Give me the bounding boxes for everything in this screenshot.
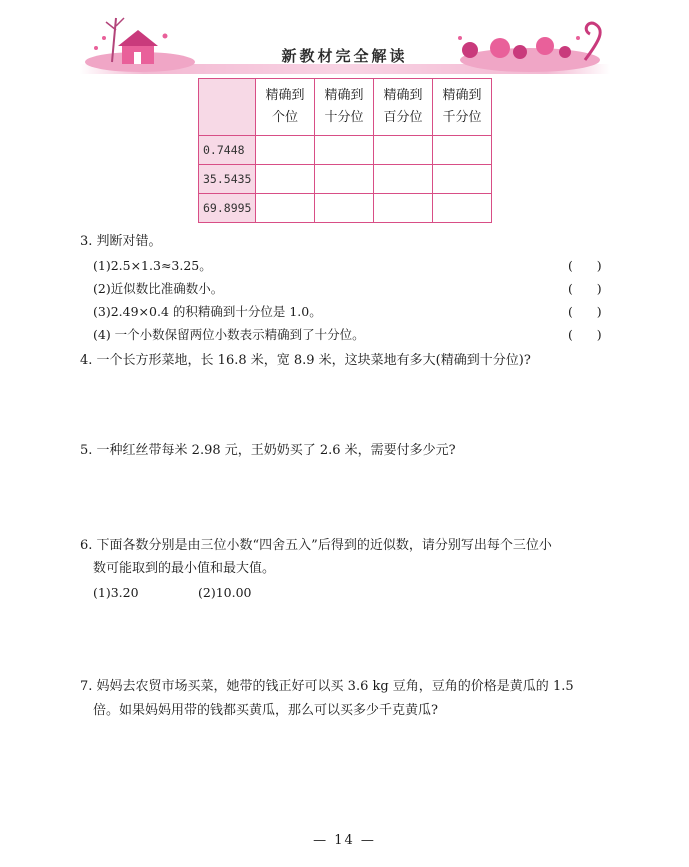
- question-6-line-2: 数可能取到的最小值和最大值。: [93, 561, 276, 576]
- page-number: — 14 —: [313, 833, 376, 848]
- answer-cell: [374, 136, 433, 165]
- table-corner-cell: [199, 79, 256, 136]
- table-row-number: 35.5435: [199, 165, 256, 194]
- answer-paren-2: ( ): [568, 281, 602, 296]
- judge-item-4: (4) 一个小数保留两位小数表示精确到了十分位。: [93, 327, 365, 342]
- table-column-header: 精确到 个位: [256, 79, 315, 136]
- answer-paren-3: ( ): [568, 304, 602, 319]
- judge-item-2: (2)近似数比准确数小。: [93, 281, 224, 296]
- table-header-row: [199, 79, 492, 136]
- table-row: [199, 136, 492, 165]
- answer-cell: [256, 165, 315, 194]
- question-3-title: 3. 判断对错。: [80, 234, 162, 249]
- question-4: 4. 一个长方形菜地，长 16.8 米，宽 8.9 米，这块菜地有多大(精确到十分位)?: [80, 353, 531, 368]
- judge-item-3: (3)2.49×0.4 的积精确到十分位是 1.0。: [93, 304, 322, 319]
- answer-cell: [433, 194, 492, 223]
- question-5: 5. 一种红丝带每米 2.98 元，王奶奶买了 2.6 米，需要付多少元?: [80, 443, 456, 458]
- answer-cell: [315, 165, 374, 194]
- question-7-line-1: 7. 妈妈去农贸市场买菜，她带的钱正好可以买 3.6 kg 豆角，豆角的价格是黄瓜的 1.5: [80, 679, 574, 694]
- answer-cell: [374, 165, 433, 194]
- question-6-sub-2: (2)10.00: [198, 585, 252, 600]
- page-header-title: 新教材完全解读: [281, 47, 408, 65]
- judge-item-1: (1)2.5×1.3≈3.25。: [93, 258, 212, 273]
- answer-paren-4: ( ): [568, 327, 602, 342]
- table-row: [199, 194, 492, 223]
- answer-paren-1: ( ): [568, 258, 602, 273]
- table-column-header: 精确到 十分位: [315, 79, 374, 136]
- answer-cell: [433, 165, 492, 194]
- table-row-number: 0.7448: [199, 136, 256, 165]
- table-column-header: 精确到 百分位: [374, 79, 433, 136]
- question-6-sub-1: (1)3.20: [93, 585, 139, 600]
- page-header: [0, 0, 689, 90]
- table-column-header: 精确到 千分位: [433, 79, 492, 136]
- question-6-line-1: 6. 下面各数分别是由三位小数“四舍五入”后得到的近似数，请分别写出每个三位小: [80, 538, 552, 553]
- answer-cell: [315, 194, 374, 223]
- answer-cell: [433, 136, 492, 165]
- table-row-number: 69.8995: [199, 194, 256, 223]
- answer-cell: [374, 194, 433, 223]
- table-row: [199, 165, 492, 194]
- question-7-line-2: 倍。如果妈妈用带的钱都买黄瓜，那么可以买多少千克黄瓜?: [93, 703, 438, 718]
- answer-cell: [315, 136, 374, 165]
- rounding-table: [198, 78, 492, 223]
- answer-cell: [256, 136, 315, 165]
- answer-cell: [256, 194, 315, 223]
